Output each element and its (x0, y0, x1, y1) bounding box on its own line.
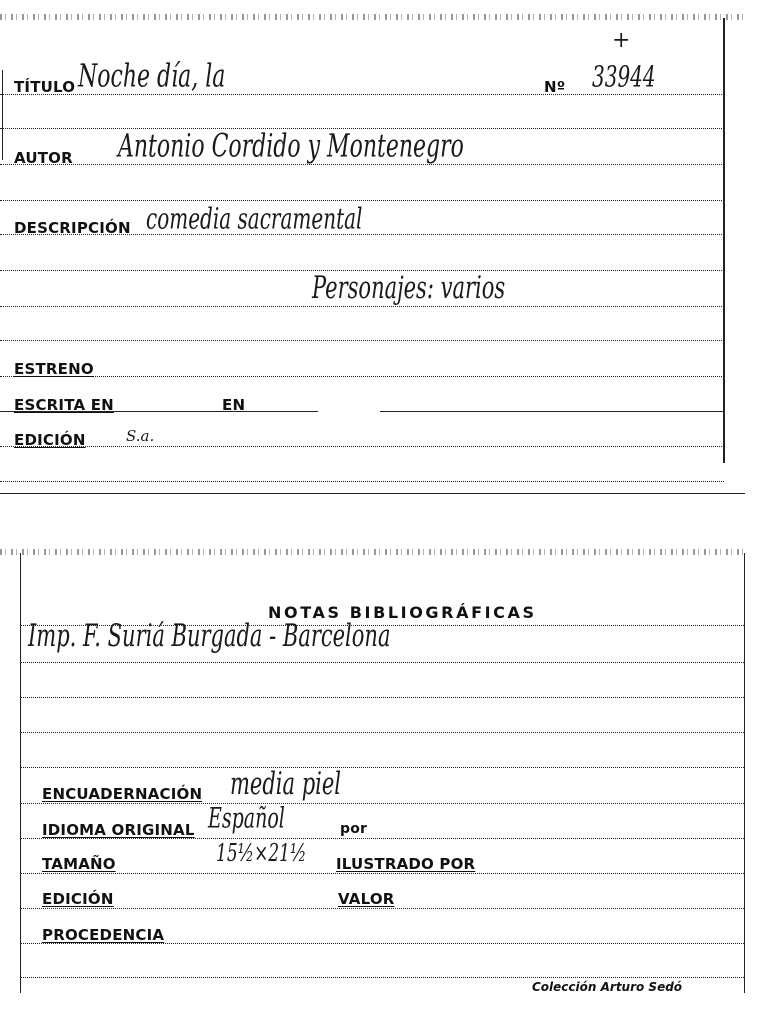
rule-n5 (20, 767, 744, 768)
label-valor: VALOR (338, 890, 395, 908)
value-edicion: S.a. (126, 427, 155, 445)
rule-bottom (0, 481, 724, 482)
rule-bottom2 (20, 977, 744, 978)
card-left-edge (2, 70, 3, 160)
label-autor: AUTOR (14, 149, 73, 167)
card2-left-edge (20, 553, 21, 993)
catalog-card-front (0, 0, 759, 490)
value-notas-line1: Imp. F. Suriá Burgada - Barcelona (28, 618, 391, 653)
label-descripcion: DESCRIPCIÓN (14, 219, 131, 237)
value-tamano: 15½×21½ (216, 839, 307, 868)
value-titulo: Noche día, la (78, 58, 226, 95)
rule-escrita-2 (380, 411, 724, 412)
rule-n4 (20, 732, 744, 733)
label-tamano: TAMAÑO (42, 855, 116, 873)
top-edge-noise (0, 14, 745, 20)
cross-mark-icon: + (612, 28, 631, 53)
value-numero: 33944 (592, 59, 656, 94)
card2-right-edge (744, 553, 745, 993)
label-estreno: ESTRENO (14, 360, 94, 378)
rule-tamano (20, 873, 744, 874)
rule-estreno (0, 376, 724, 377)
label-edicion: EDICIÓN (14, 431, 86, 449)
rule-encuadernacion (20, 803, 744, 804)
label-por: por (340, 821, 368, 837)
label-ilustrado: ILUSTRADO POR (336, 855, 476, 873)
label-titulo: TÍTULO (14, 78, 76, 96)
rule-n2 (20, 662, 744, 663)
value-autor: Antonio Cordido y Montenegro (118, 128, 464, 165)
label-escrita-en: ESCRITA EN (14, 396, 114, 414)
label-edicion2: EDICIÓN (42, 890, 114, 908)
label-en: EN (222, 396, 246, 414)
catalog-card-back (0, 545, 759, 1028)
card-separator (0, 493, 745, 494)
footer-collection: Colección Arturo Sedó (532, 980, 683, 994)
label-numero: Nº (544, 78, 566, 96)
label-encuadernacion: ENCUADERNACIÓN (42, 785, 203, 803)
rule-edicion (0, 446, 724, 447)
label-idioma: IDIOMA ORIGINAL (42, 821, 195, 839)
value-descripcion: comedia sacramental (146, 201, 363, 236)
rule-n3 (20, 697, 744, 698)
value-encuadernacion: media piel (230, 766, 341, 801)
value-idioma: Español (208, 803, 285, 835)
top-edge-noise-2 (0, 549, 745, 555)
heading-notas: NOTAS BIBLIOGRÁFICAS (268, 603, 537, 622)
rule-blank-4 (0, 340, 724, 341)
rule-edicion2 (20, 908, 744, 909)
label-procedencia: PROCEDENCIA (42, 926, 165, 944)
value-personajes: Personajes: varios (312, 270, 506, 305)
rule-personajes (0, 306, 724, 307)
card-right-edge (723, 18, 725, 463)
